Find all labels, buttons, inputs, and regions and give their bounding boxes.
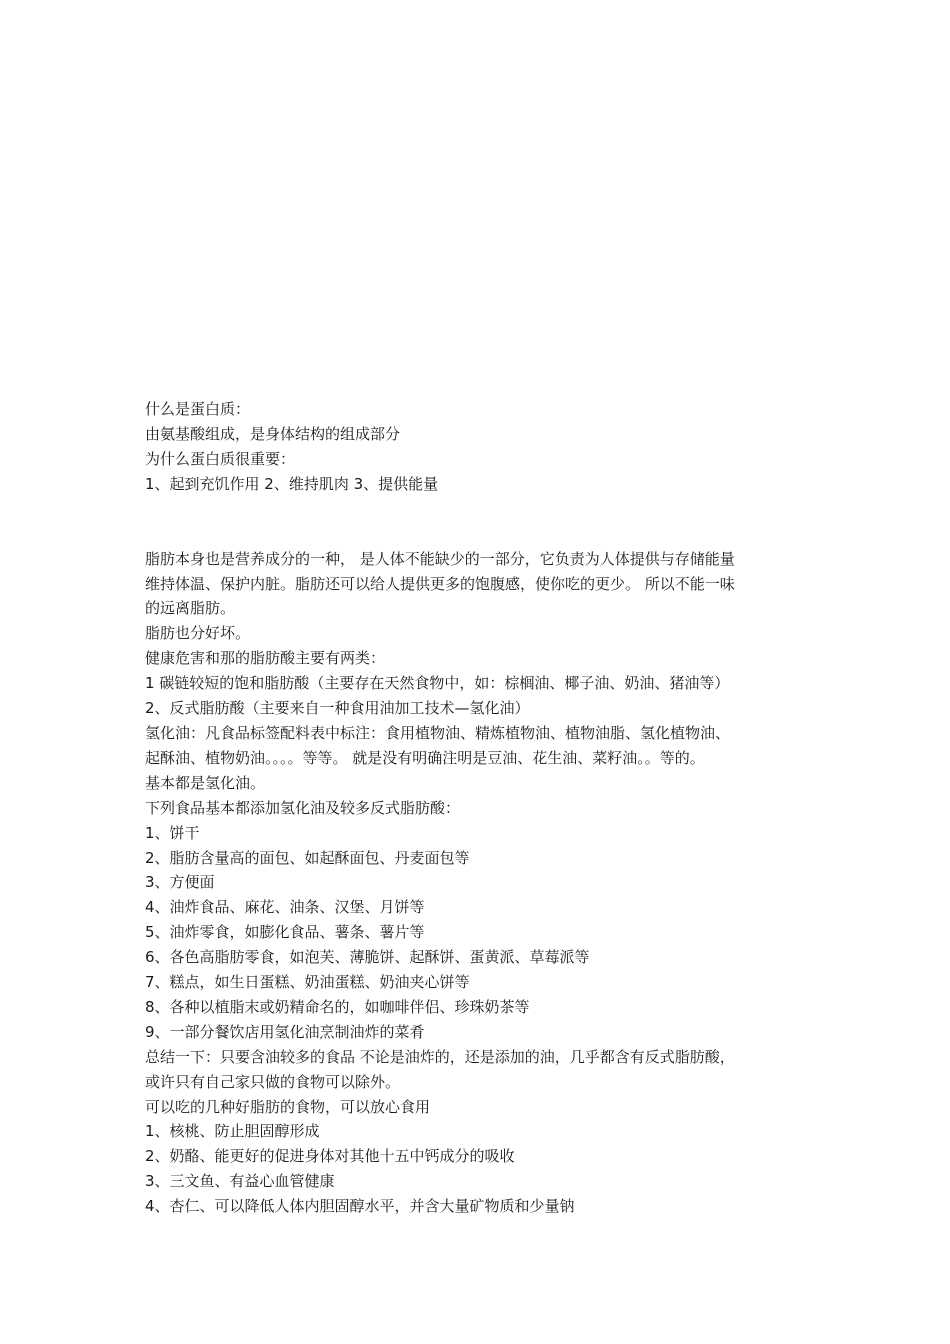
list-item: 9、一部分餐饮店用氢化油烹制油炸的菜肴 bbox=[145, 1022, 425, 1041]
list-item: 4、杏仁、可以降低人体内胆固醇水平，并含大量矿物质和少量钠 bbox=[145, 1197, 575, 1216]
list-item: 1、饼干 bbox=[145, 823, 200, 842]
fat-type-1: 1 碳链较短的饱和脂肪酸（主要存在天然食物中，如：棕榈油、椰子油、奶油、猪油等） bbox=[145, 674, 730, 693]
list-item: 1、核桃、防止胆固醇形成 bbox=[145, 1122, 320, 1141]
list-item: 2、奶酪、能更好的促进身体对其他十五中钙成分的吸收 bbox=[145, 1147, 515, 1166]
summary-line-2: 或许只有自己家只做的食物可以除外。 bbox=[145, 1072, 401, 1091]
food-list-intro: 下列食品基本都添加氢化油及较多反式脂肪酸： bbox=[145, 798, 461, 817]
list-item: 3、三文鱼、有益心血管健康 bbox=[145, 1172, 335, 1191]
hydrogenated-oil-line-1: 氢化油：凡食品标签配料表中标注：食用植物油、精炼植物油、植物油脂、氢化植物油、 bbox=[145, 723, 731, 742]
fat-intro-line-1: 脂肪本身也是营养成分的一种， 是人体不能缺少的一部分，它负责为人体提供与存储能量 bbox=[145, 549, 735, 568]
fat-intro-line-3: 的远离脂肪。 bbox=[145, 599, 236, 618]
fat-intro-line-2: 维持体温、保护内脏。脂肪还可以给人提供更多的饱腹感，使你吃的更少。 所以不能一味 bbox=[145, 574, 735, 593]
paragraph-gap bbox=[145, 497, 835, 547]
list-item: 5、油炸零食，如膨化食品、薯条、薯片等 bbox=[145, 923, 425, 942]
list-item: 6、各色高脂肪零食，如泡芙、薄脆饼、起酥饼、蛋黄派、草莓派等 bbox=[145, 948, 590, 967]
list-item: 2、脂肪含量高的面包、如起酥面包、丹麦面包等 bbox=[145, 848, 470, 867]
good-fat-intro: 可以吃的几种好脂肪的食物，可以放心食用 bbox=[145, 1097, 431, 1116]
list-item: 7、糕点，如生日蛋糕、奶油蛋糕、奶油夹心饼等 bbox=[145, 973, 470, 992]
list-item: 4、油炸食品、麻花、油条、汉堡、月饼等 bbox=[145, 898, 425, 917]
list-item: 8、各种以植脂末或奶精命名的，如咖啡伴侣、珍珠奶茶等 bbox=[145, 997, 530, 1016]
protein-question-2: 为什么蛋白质很重要： bbox=[145, 449, 296, 468]
protein-answer-2: 1、起到充饥作用 2、维持肌肉 3、提供能量 bbox=[145, 474, 439, 493]
protein-answer-1: 由氨基酸组成，是身体结构的组成部分 bbox=[145, 424, 401, 443]
summary-line-1: 总结一下：只要含油较多的食品 不论是油炸的，还是添加的油，几乎都含有反式脂肪酸， bbox=[145, 1047, 735, 1066]
hydrogenated-oil-line-3: 基本都是氢化油。 bbox=[145, 773, 266, 792]
fat-type-2: 2、反式脂肪酸（主要来自一种食用油加工技术—氢化油） bbox=[145, 699, 530, 718]
document-body bbox=[145, 397, 835, 1219]
fat-good-bad: 脂肪也分好坏。 bbox=[145, 624, 251, 643]
fat-harm-intro: 健康危害和那的脂肪酸主要有两类： bbox=[145, 649, 386, 668]
hydrogenated-oil-line-2: 起酥油、植物奶油。。。。等等。 就是没有明确注明是豆油、花生油、菜籽油。。等的。 bbox=[145, 748, 705, 767]
list-item: 3、方便面 bbox=[145, 873, 215, 892]
protein-question-1: 什么是蛋白质： bbox=[145, 400, 251, 418]
